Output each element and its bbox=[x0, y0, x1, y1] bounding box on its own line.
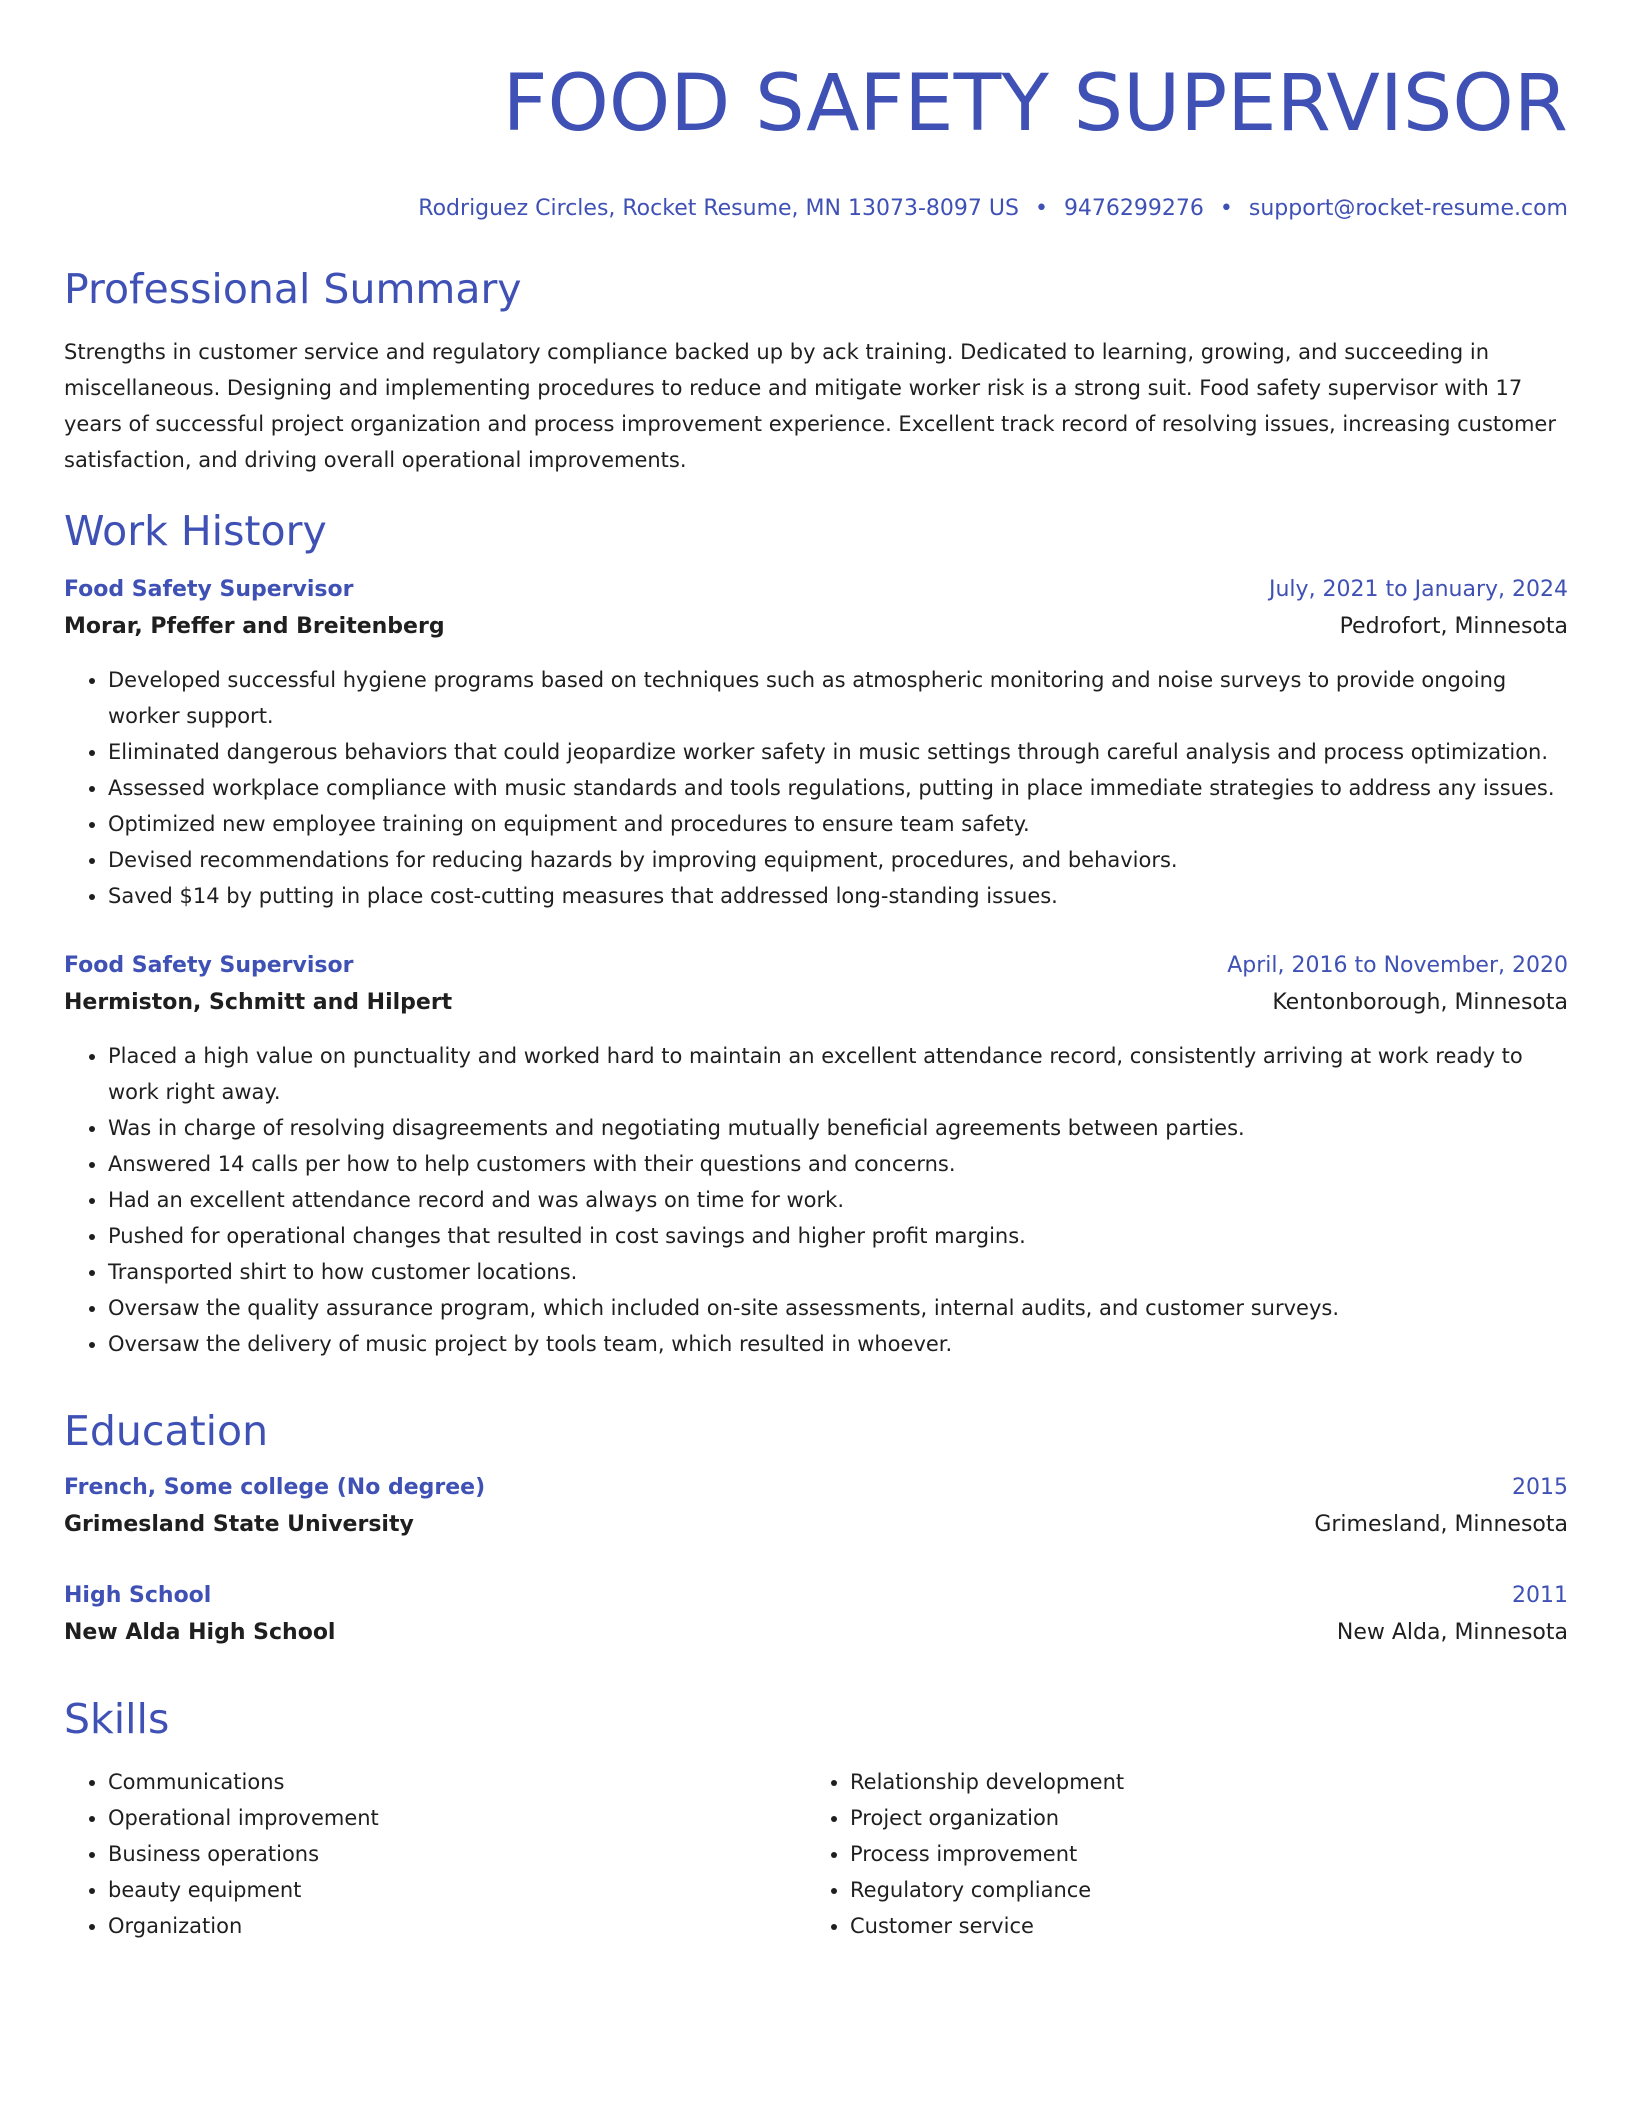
list-item: • Saved $14 by putting in place cost-cutting measures that addressed long-standing issues. bbox=[108, 878, 1568, 914]
skill-item: • Relationship development bbox=[850, 1764, 1548, 1800]
skills-list-left bbox=[64, 1764, 806, 1944]
education-school: New Alda High School bbox=[64, 1620, 336, 1645]
skill-item: • Organization bbox=[108, 1908, 806, 1944]
resume-title: FOOD SAFETY SUPERVISOR bbox=[502, 59, 1568, 149]
education-location: Grimesland, Minnesota bbox=[1314, 1512, 1568, 1537]
job-dates: July, 2021 to January, 2024 bbox=[1269, 577, 1568, 602]
list-item: • Devised recommendations for reducing hazards by improving equipment, procedures, and behaviors. bbox=[108, 842, 1568, 878]
education-entry bbox=[64, 1470, 1568, 1544]
job-company: Hermiston, Schmitt and Hilpert bbox=[64, 990, 453, 1015]
section-heading-work-history: Work History bbox=[64, 507, 327, 555]
list-item: • Eliminated dangerous behaviors that could jeopardize worker safety in music settings through careful analysis and process optimization. bbox=[108, 734, 1568, 770]
job-entry bbox=[64, 948, 1568, 1362]
list-item: • Developed successful hygiene programs based on techniques such as atmospheric monitoring and noise surveys to provide ongoing worker support. bbox=[108, 662, 1568, 734]
job-location: Kentonborough, Minnesota bbox=[1272, 990, 1568, 1015]
skill-item: • Project organization bbox=[850, 1800, 1548, 1836]
resume-page bbox=[64, 0, 1568, 1938]
education-entry bbox=[64, 1578, 1568, 1652]
job-dates: April, 2016 to November, 2020 bbox=[1227, 953, 1568, 978]
contact-email: support@rocket-resume.com bbox=[1248, 196, 1568, 221]
education-location: New Alda, Minnesota bbox=[1336, 1620, 1568, 1645]
job-location: Pedrofort, Minnesota bbox=[1339, 614, 1568, 639]
education-year: 2011 bbox=[1512, 1583, 1568, 1608]
skill-item: • Regulatory compliance bbox=[850, 1872, 1548, 1908]
education-year: 2015 bbox=[1512, 1475, 1568, 1500]
contact-separator: • bbox=[1219, 196, 1233, 221]
contact-separator: • bbox=[1034, 196, 1048, 221]
job-entry bbox=[64, 572, 1568, 914]
list-item: • Oversaw the delivery of music project by tools team, which resulted in whoever. bbox=[108, 1326, 1568, 1362]
contact-address: Rodriguez Circles, Rocket Resume, MN 13073-8097 US bbox=[418, 196, 1019, 221]
skill-item: • Process improvement bbox=[850, 1836, 1548, 1872]
skill-item: • Customer service bbox=[850, 1908, 1548, 1944]
summary-text: Strengths in customer service and regulatory compliance backed up by ack training. Dedicated to learning, growing, and succeeding in miscellaneous. Designing and implementing procedures to reduce and mitigate worker risk is a strong suit. Food safety supervisor with 17 years of successful project organization and process improvement experience. Excellent track record of resolving issues, increasing customer satisfaction, and driving overall operational improvements. bbox=[64, 340, 1556, 472]
section-heading-education: Education bbox=[64, 1407, 269, 1455]
skill-item: • Business operations bbox=[108, 1836, 806, 1872]
section-heading-summary: Professional Summary bbox=[64, 265, 522, 313]
skill-item: • beauty equipment bbox=[108, 1872, 806, 1908]
section-heading-skills: Skills bbox=[64, 1695, 170, 1743]
job-role: Food Safety Supervisor bbox=[64, 577, 354, 602]
list-item: • Transported shirt to how customer locations. bbox=[108, 1254, 1568, 1290]
education-degree: French, Some college (No degree) bbox=[64, 1475, 486, 1500]
contact-line bbox=[64, 194, 1568, 224]
job-company: Morar, Pfeffer and Breitenberg bbox=[64, 614, 445, 639]
list-item: • Was in charge of resolving disagreements and negotiating mutually beneficial agreements between parties. bbox=[108, 1110, 1568, 1146]
education-school: Grimesland State University bbox=[64, 1512, 414, 1537]
education-degree: High School bbox=[64, 1583, 212, 1608]
list-item: • Had an excellent attendance record and was always on time for work. bbox=[108, 1182, 1568, 1218]
skill-item: • Communications bbox=[108, 1764, 806, 1800]
list-item: • Pushed for operational changes that resulted in cost savings and higher profit margins. bbox=[108, 1218, 1568, 1254]
job-bullets bbox=[64, 662, 1568, 914]
skill-item: • Operational improvement bbox=[108, 1800, 806, 1836]
list-item: • Oversaw the quality assurance program, which included on-site assessments, internal audits, and customer surveys. bbox=[108, 1290, 1568, 1326]
list-item: • Optimized new employee training on equipment and procedures to ensure team safety. bbox=[108, 806, 1568, 842]
job-bullets bbox=[64, 1038, 1568, 1362]
list-item: • Assessed workplace compliance with music standards and tools regulations, putting in place immediate strategies to address any issues. bbox=[108, 770, 1568, 806]
list-item: • Placed a high value on punctuality and worked hard to maintain an excellent attendance record, consistently arriving at work ready to work right away. bbox=[108, 1038, 1568, 1110]
skills-columns bbox=[64, 1764, 1568, 1944]
contact-phone: 9476299276 bbox=[1063, 196, 1204, 221]
job-role: Food Safety Supervisor bbox=[64, 953, 354, 978]
list-item: • Answered 14 calls per how to help customers with their questions and concerns. bbox=[108, 1146, 1568, 1182]
skills-list-right bbox=[806, 1764, 1548, 1944]
